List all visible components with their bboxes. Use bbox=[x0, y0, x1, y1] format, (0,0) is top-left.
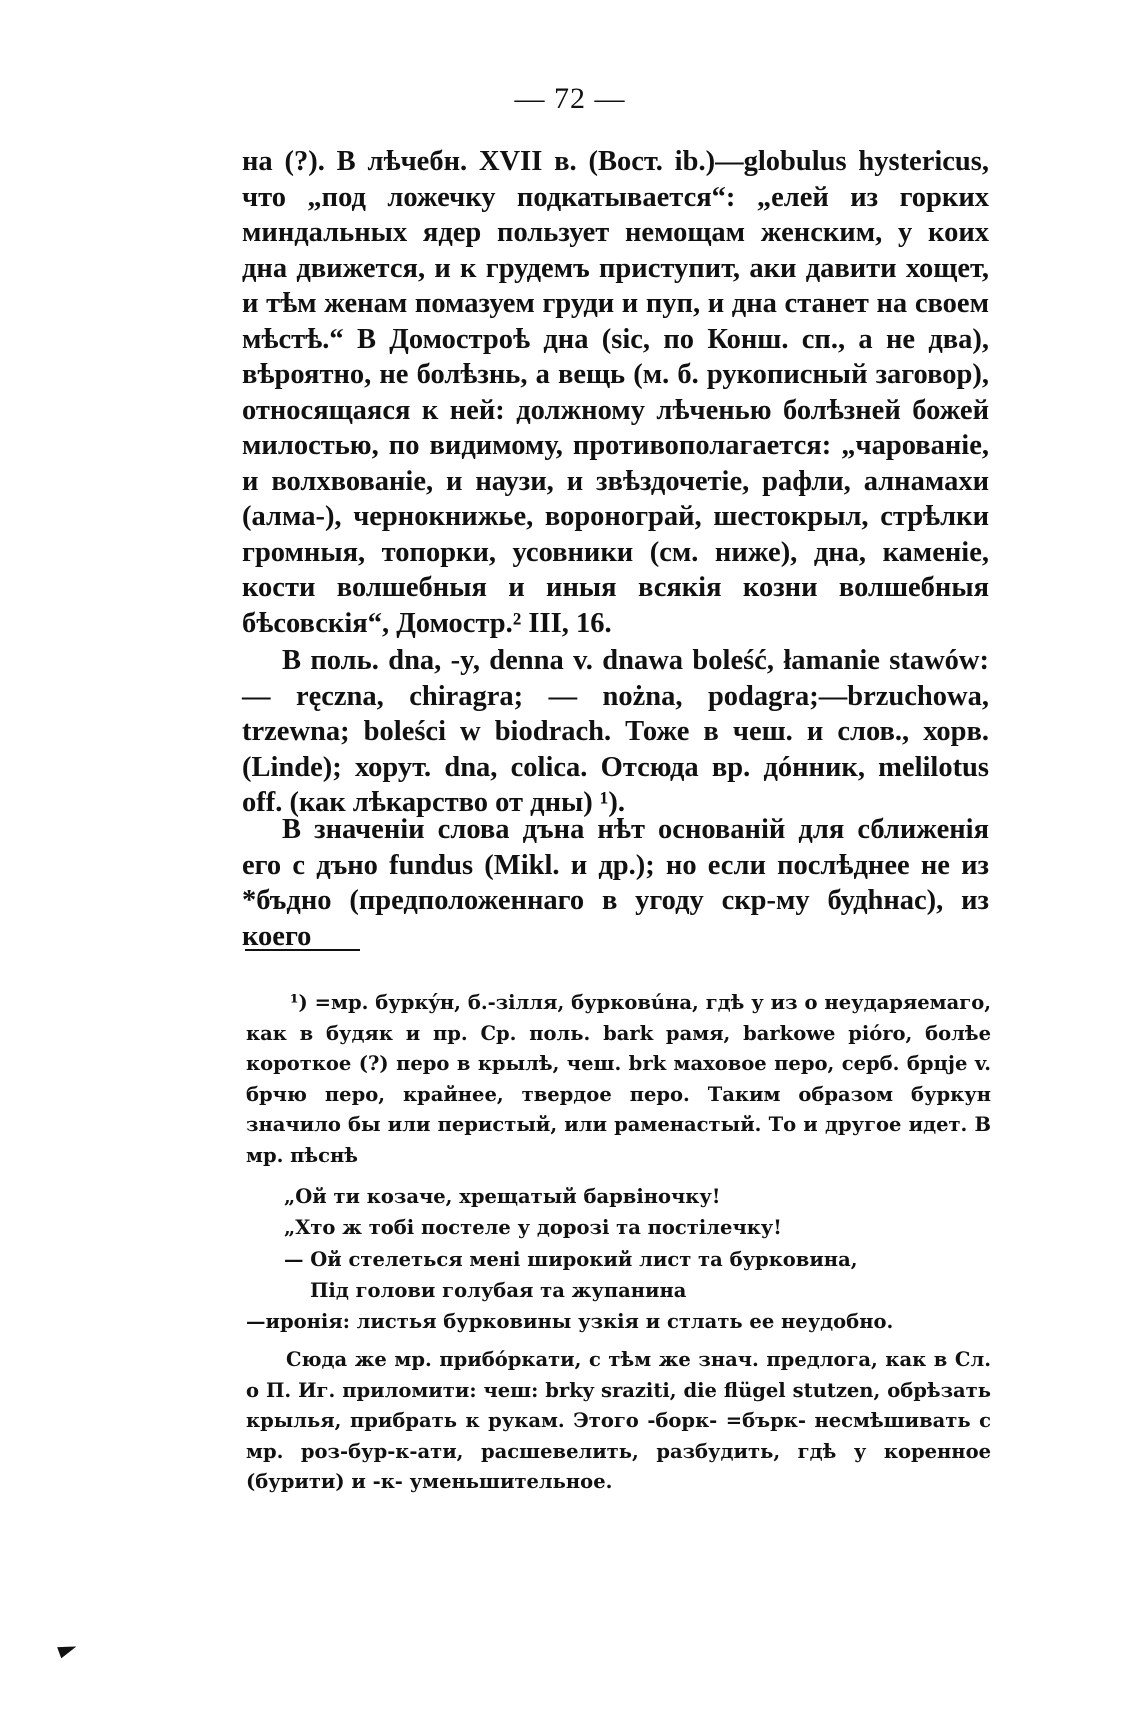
body-paragraph-2 bbox=[242, 643, 989, 821]
page-number: — 72 — bbox=[514, 82, 626, 115]
footnote-separator bbox=[245, 949, 360, 951]
footnote-continuation bbox=[246, 1345, 991, 1498]
paragraph-text: В значеніи слова дъна нѣт основаній для сближенія его с дъно fundus (Mikl. и др.); но если послѣднее не из *бъдно (предположеннаго в угоду скр-му будhнас), из коего bbox=[242, 814, 989, 952]
body-paragraph-1 bbox=[242, 144, 989, 641]
footnote-1 bbox=[246, 988, 991, 1171]
paragraph-text: на (?). В лѣчебн. XVII в. (Вост. ib.)—globulus hystericus, что „под ложечку подкатывается“: „елей из горких миндальных ядер пользует немощам женским, у коих дна движется, и к грудемъ приступит, аки давити хощет, и тѣм женам помазуем груди и пуп, и дна станет на своем мѣстѣ.“ В Домостроѣ дна (sic, по Конш. сп., а не два), вѣроятно, не болѣзнь, а вещь (м. б. рукописный заговор), относящаяся к ней: должному лѣченью болѣзней божей милостью, по видимому, противополагается: „чарованіе, и волхвованіе, и наузи, и звѣздочетіе, рафли, алнамахи (алма-), чернокнижье, воронограй, шестокрыл, стрѣлки громныя, топорки, усовники (см. ниже), дна, каменіе, кости волшебныя и иныя всякія козни волшебныя бѣсовскія“, Домостр.² III, 16. bbox=[242, 146, 989, 639]
irony-line: —иронія: листья бурковины узкія и стлать ее неудобно. bbox=[246, 1310, 894, 1333]
verse-line-2: „Хто ж тобі постеле у дорозі та постілечку! bbox=[284, 1216, 782, 1239]
corner-arrow-icon: ► bbox=[53, 1631, 81, 1665]
footnote-text: Сюда же мр. прибóркати, с тѣм же знач. предлога, как в Сл. о П. Иг. приломити: чеш: brky sraziti, die flügel stutzen, обрѣзать крылья, прибрать к рукам. Этого -борк- =бърк- несмѣшивать с мр. роз-бур-к-ати, расшевелить, разбудить, гдѣ у коренное (бурити) и -к- уменьшительное. bbox=[246, 1348, 991, 1493]
body-paragraph-3 bbox=[242, 812, 989, 954]
verse-line-1: „Ой ти козаче, хрещатый барвіночку! bbox=[284, 1185, 721, 1208]
verse-line-4: Під голови голубая та жупанина bbox=[310, 1279, 687, 1302]
footnote-text: ¹) =мр. буркýн, б.-зілля, бурковúна, гдѣ у из о неударяемаго, как в будяк и пр. Ср. поль. bark рамя, barkowe pióro, болѣе короткое (?) перо в крылѣ, чеш. brk маховое перо, серб. брцје v. брчю перо, крайнее, твердое перо. Таким образом буркун значило бы или перистый, или раменастый. То и другое идет. В мр. пѣснѣ bbox=[246, 991, 991, 1167]
paragraph-text: В поль. dna, -y, denna v. dnawa boleść, łamanie stawów: — ręczna, chiragra; — nożna, podagra;—brzuchowa, trzewna; boleści w biodrach. Тоже в чеш. и слов., хорв. (Linde); хорут. dna, colica. Отсюда вр. дóнник, melilotus off. (как лѣкарство от дны) ¹). bbox=[242, 645, 989, 818]
verse-line-3: — Ой стелеться мені широкий лист та бурковина, bbox=[284, 1248, 858, 1271]
